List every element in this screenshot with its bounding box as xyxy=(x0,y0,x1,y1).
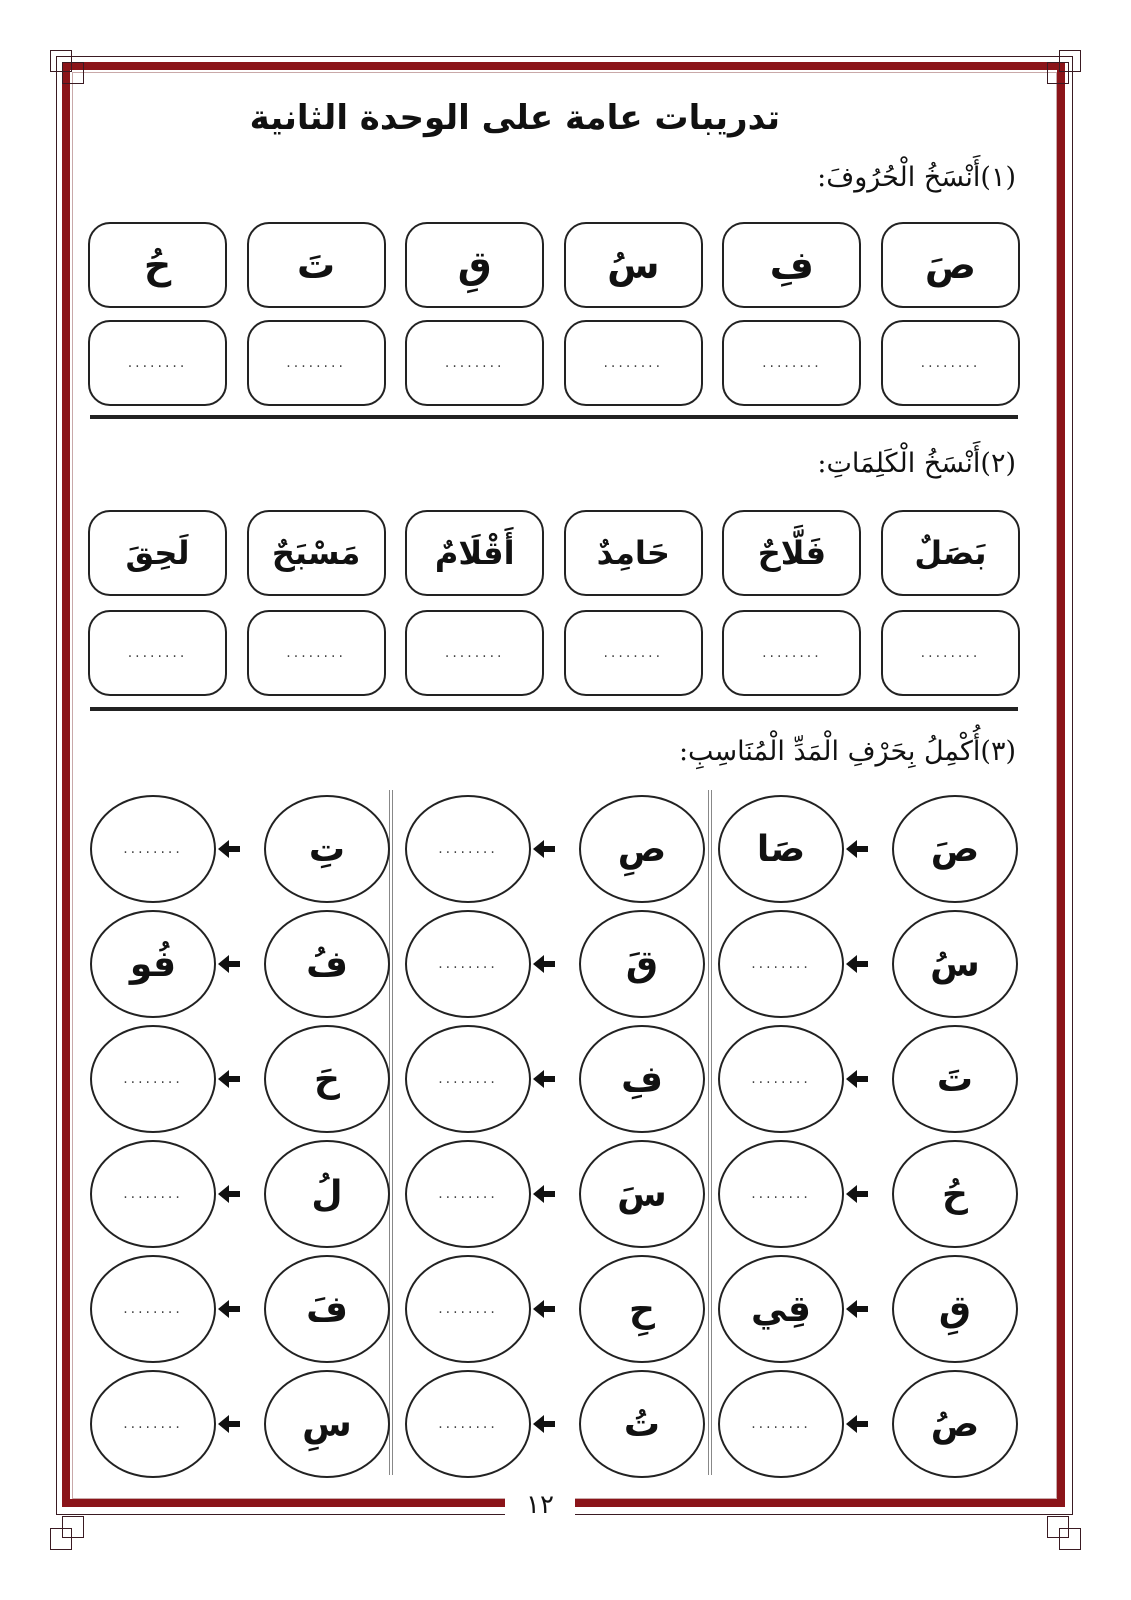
exercise-pair xyxy=(90,1370,390,1482)
source-letter: تُ xyxy=(623,1403,661,1445)
letter-card xyxy=(564,222,703,308)
frame-corner-top-left-inner xyxy=(62,62,84,84)
copy-answer-box-text: ........ xyxy=(603,355,664,371)
arrow-left-icon xyxy=(533,1299,555,1319)
arrow-left-icon xyxy=(218,1299,240,1319)
source-letter-ellipse xyxy=(264,910,390,1018)
source-letter-ellipse xyxy=(892,1140,1018,1248)
copy-answer-box-text: ........ xyxy=(286,355,346,371)
word-card xyxy=(564,510,703,596)
section-divider-1 xyxy=(90,415,1018,419)
answer-blank: ........ xyxy=(751,1071,811,1087)
answer-blank: ........ xyxy=(438,1186,498,1202)
letter-card xyxy=(405,222,544,308)
answer-ellipse[interactable] xyxy=(405,1140,531,1248)
source-letter-ellipse xyxy=(892,910,1018,1018)
arrow-left-icon xyxy=(846,954,868,974)
source-letter-ellipse xyxy=(264,795,390,903)
copy-answer-box-text: ........ xyxy=(444,645,505,661)
answer-ellipse[interactable] xyxy=(90,795,216,903)
word-card xyxy=(722,510,861,596)
word-card-text: حَامِدٌ xyxy=(596,534,670,572)
source-letter: فَ xyxy=(306,1288,348,1330)
arrow-left-icon xyxy=(533,954,555,974)
answer-blank: ........ xyxy=(123,1071,183,1087)
source-letter-ellipse xyxy=(892,1255,1018,1363)
arrow-left-icon xyxy=(533,1414,555,1434)
frame-corner-bottom-right-inner xyxy=(1047,1516,1069,1538)
answer-text: فُو xyxy=(129,943,177,985)
exercise-pair xyxy=(405,1255,705,1367)
source-letter: قِ xyxy=(938,1288,972,1330)
section1-blanks-row xyxy=(88,320,1020,406)
source-letter: قَ xyxy=(625,943,659,985)
letter-card-text: حُ xyxy=(143,243,172,287)
word-card-text: لَحِقَ xyxy=(125,534,190,572)
source-letter: تِ xyxy=(308,828,346,870)
answer-blank: ........ xyxy=(123,841,183,857)
source-letter-ellipse xyxy=(579,1370,705,1478)
source-letter-ellipse xyxy=(264,1255,390,1363)
word-card xyxy=(881,510,1020,596)
copy-answer-box-text: ........ xyxy=(920,645,981,661)
answer-blank: ........ xyxy=(438,1416,498,1432)
exercise-pair xyxy=(405,1025,705,1137)
source-letter: صُ xyxy=(930,1403,980,1445)
exercise-pair xyxy=(90,1140,390,1252)
copy-answer-box[interactable] xyxy=(247,320,386,406)
source-letter: صَ xyxy=(930,828,980,870)
exercise-pair xyxy=(405,1140,705,1252)
exercise-pair xyxy=(90,795,390,907)
source-letter: حَ xyxy=(314,1058,340,1100)
answer-text: صَا xyxy=(756,828,806,870)
arrow-left-icon xyxy=(846,839,868,859)
word-card xyxy=(247,510,386,596)
answer-blank: ........ xyxy=(438,1301,498,1317)
letter-card xyxy=(247,222,386,308)
copy-answer-box-text: ........ xyxy=(603,645,664,661)
letter-card xyxy=(722,222,861,308)
source-letter-ellipse xyxy=(892,795,1018,903)
answer-text: قِي xyxy=(751,1288,811,1330)
column-separator-1 xyxy=(708,790,712,1475)
arrow-left-icon xyxy=(533,839,555,859)
copy-answer-box[interactable] xyxy=(247,610,386,696)
answer-ellipse[interactable] xyxy=(718,910,844,1018)
answer-blank: ........ xyxy=(751,1186,811,1202)
copy-answer-box-text: ........ xyxy=(920,355,981,371)
source-letter-ellipse xyxy=(579,1255,705,1363)
copy-answer-box-text: ........ xyxy=(444,355,505,371)
source-letter: حُ xyxy=(942,1173,968,1215)
letter-card-text: قِ xyxy=(457,243,492,287)
letter-card xyxy=(88,222,227,308)
answer-ellipse[interactable] xyxy=(90,1370,216,1478)
word-card xyxy=(405,510,544,596)
copy-answer-box[interactable] xyxy=(405,610,544,696)
source-letter-ellipse xyxy=(892,1370,1018,1478)
exercise-pair xyxy=(718,1140,1018,1252)
copy-answer-box-text: ........ xyxy=(762,355,822,371)
copy-answer-box[interactable] xyxy=(722,610,861,696)
page-title: تدريبات عامة على الوحدة الثانية xyxy=(249,98,780,138)
arrow-left-icon xyxy=(846,1184,868,1204)
section3-heading: (٣)أُكْمِلُ بِحَرْفِ الْمَدِّ الْمُنَاسِبِ: xyxy=(678,736,1016,767)
source-letter-ellipse xyxy=(264,1140,390,1248)
section2-blanks-row xyxy=(88,610,1020,696)
arrow-left-icon xyxy=(533,1069,555,1089)
copy-answer-box-text: ........ xyxy=(127,355,188,371)
answer-ellipse[interactable] xyxy=(718,1140,844,1248)
arrow-left-icon xyxy=(218,1184,240,1204)
source-letter: سَ xyxy=(617,1173,667,1215)
letter-card xyxy=(881,222,1020,308)
copy-answer-box[interactable] xyxy=(564,610,703,696)
arrow-left-icon xyxy=(846,1414,868,1434)
copy-answer-box[interactable] xyxy=(722,320,861,406)
copy-answer-box[interactable] xyxy=(881,610,1020,696)
copy-answer-box[interactable] xyxy=(88,320,227,406)
exercise-pair xyxy=(718,795,1018,907)
source-letter-ellipse xyxy=(579,795,705,903)
answer-ellipse[interactable] xyxy=(405,910,531,1018)
word-card-text: فَلَّاحٌ xyxy=(757,534,827,572)
source-letter: فِ xyxy=(621,1058,663,1100)
section-divider-2 xyxy=(90,707,1018,711)
copy-answer-box[interactable] xyxy=(88,610,227,696)
source-letter: سِ xyxy=(302,1403,352,1445)
answer-ellipse[interactable] xyxy=(90,1140,216,1248)
frame-corner-top-right-inner xyxy=(1047,62,1069,84)
answer-ellipse[interactable] xyxy=(718,1255,844,1363)
letter-card-text: تَ xyxy=(297,243,336,287)
exercise-pair xyxy=(90,910,390,1022)
exercise-pair xyxy=(90,1025,390,1137)
arrow-left-icon xyxy=(846,1299,868,1319)
arrow-left-icon xyxy=(846,1069,868,1089)
section2-words-row xyxy=(88,510,1020,596)
answer-blank: ........ xyxy=(123,1416,183,1432)
answer-ellipse[interactable] xyxy=(405,1255,531,1363)
copy-answer-box[interactable] xyxy=(564,320,703,406)
copy-answer-box[interactable] xyxy=(881,320,1020,406)
source-letter: تَ xyxy=(936,1058,974,1100)
exercise-pair xyxy=(718,1255,1018,1367)
exercise-pair xyxy=(405,1370,705,1482)
section1-letters-row xyxy=(88,222,1020,308)
answer-ellipse[interactable] xyxy=(90,1255,216,1363)
answer-blank: ........ xyxy=(751,956,811,972)
answer-blank: ........ xyxy=(751,1416,811,1432)
answer-ellipse[interactable] xyxy=(718,795,844,903)
word-card-text: مَسْبَحٌ xyxy=(271,534,361,572)
arrow-left-icon xyxy=(218,839,240,859)
answer-blank: ........ xyxy=(123,1186,183,1202)
answer-ellipse[interactable] xyxy=(405,795,531,903)
answer-ellipse[interactable] xyxy=(718,1370,844,1478)
source-letter-ellipse xyxy=(892,1025,1018,1133)
source-letter-ellipse xyxy=(579,910,705,1018)
exercise-pair xyxy=(718,910,1018,1022)
source-letter-ellipse xyxy=(264,1370,390,1478)
answer-ellipse[interactable] xyxy=(90,910,216,1018)
source-letter: فُ xyxy=(306,943,348,985)
answer-ellipse[interactable] xyxy=(90,1025,216,1133)
exercise-pair xyxy=(90,1255,390,1367)
word-card-text: بَصَلٌ xyxy=(914,534,987,572)
arrow-left-icon xyxy=(218,1069,240,1089)
answer-blank: ........ xyxy=(438,841,498,857)
word-card xyxy=(88,510,227,596)
page-number: ١٢ xyxy=(526,1490,554,1520)
word-card-text: أَقْلَامٌ xyxy=(434,534,515,572)
exercise-pair xyxy=(405,795,705,907)
exercise-pair xyxy=(718,1370,1018,1482)
answer-ellipse[interactable] xyxy=(405,1370,531,1478)
answer-blank: ........ xyxy=(438,956,498,972)
answer-ellipse[interactable] xyxy=(405,1025,531,1133)
source-letter: حِ xyxy=(629,1288,655,1330)
source-letter-ellipse xyxy=(579,1025,705,1133)
answer-ellipse[interactable] xyxy=(718,1025,844,1133)
copy-answer-box-text: ........ xyxy=(127,645,188,661)
letter-card-text: صَ xyxy=(924,243,977,287)
section1-heading: (١)أَنْسَخُ الْحُرُوفَ: xyxy=(817,162,1016,193)
exercise-pair xyxy=(718,1025,1018,1137)
copy-answer-box-text: ........ xyxy=(762,645,822,661)
answer-blank: ........ xyxy=(123,1301,183,1317)
source-letter-ellipse xyxy=(579,1140,705,1248)
source-letter: صِ xyxy=(617,828,667,870)
source-letter: سُ xyxy=(930,943,980,985)
section2-heading: (٢)أَنْسَخُ الْكَلِمَاتِ: xyxy=(817,448,1016,479)
answer-blank: ........ xyxy=(438,1071,498,1087)
arrow-left-icon xyxy=(533,1184,555,1204)
exercise-pair xyxy=(405,910,705,1022)
frame-corner-bottom-left-inner xyxy=(62,1516,84,1538)
source-letter: لُ xyxy=(311,1173,343,1215)
letter-card-text: فِ xyxy=(769,243,814,287)
copy-answer-box[interactable] xyxy=(405,320,544,406)
letter-card-text: سُ xyxy=(607,243,660,287)
source-letter-ellipse xyxy=(264,1025,390,1133)
arrow-left-icon xyxy=(218,954,240,974)
arrow-left-icon xyxy=(218,1414,240,1434)
copy-answer-box-text: ........ xyxy=(286,645,346,661)
